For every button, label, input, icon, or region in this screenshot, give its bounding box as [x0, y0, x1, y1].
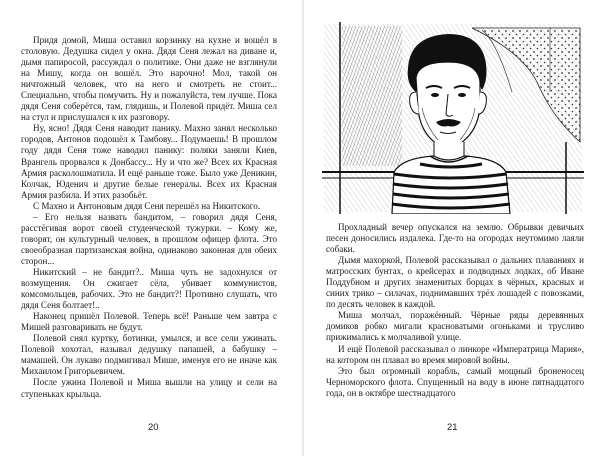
paragraph: После ужина Полевой и Миша вышли на улицу и сели на ступеньках крыльца. [21, 377, 277, 399]
portrait-illustration [322, 22, 584, 214]
paragraph: Придя домой, Миша оставил корзинку на кухне и вошёл в столовую. Дедушка сидел у окна. Дядя Сеня лежал на диване и, дымя папиросой, рассуждал о политике. Они даже не взглянули на Мишу, когда он вошёл. Это нарочно! Мол, такой он ничтожный человек, что на него и смотреть не стоит... Специально, чтобы помучить. Ну и пожалуйста, тем лучше. Пока дядя Сеня соберётся, там, глядишь, и Полевой придёт. Миша сел на стул и прислушался к их разговору. [21, 35, 277, 123]
right-page-text [326, 222, 584, 399]
paragraph: Миша молчал, поражённый. Чёрные ряды деревянных домиков робко мигали красноватыми огоньками и трусливо прижимались к молчаливой улице. [326, 310, 584, 343]
page-number: 20 [148, 422, 159, 433]
book-gutter [302, 0, 304, 456]
paragraph: Ну, ясно! Дядя Сеня наводит панику. Махно занял несколько городов, Антонов подошёл к Тамбову... Подумаешь! В прошлом году дядя Сеня тоже наводил панику: поляки заняли Киев, Врангель прорвался к Донбассу... Ну и что же? Всех их Красная Армия расколошматила. И ещё раньше тоже. Было уже Деникин, Колчак, Юденич и другие белые генералы. Всех их Красная Армия разбила. И этих разобьёт. [21, 123, 277, 200]
left-page [0, 0, 300, 456]
paragraph: И ещё Полевой рассказывал о линкоре «Императрица Мария», на котором он плавал во время мировой войны. [326, 343, 584, 365]
paragraph: Никитский – не бандит?.. Миша чуть не задохнулся от возмущения. Он сжигает сёла, убивает коммунистов, комсомольцев, рабочих. Это не бандит?! Противно слушать, что дядя Сеня болтает!.. [21, 266, 277, 311]
paragraph: – Его нельзя назвать бандитом, – говорил дядя Сеня, расстёгивая ворот своей студенческой тужурки. – Кому же, говорят, он культурный человек, в прошлом офицер флота. Это своеобразная партизанская война, одинаково законная для обеих сторон... [21, 211, 277, 266]
paragraph: Это был огромный корабль, самый мощный броненосец Черноморского флота. Спущенный на воду в июне пятнадцатого года, он в октябре шестнадцатого [326, 365, 584, 398]
right-page [306, 0, 608, 456]
paragraph: Прохладный вечер опускался на землю. Обрывки девичьих песен доносились издалека. Где-то на огородах неутомимо лаяли собаки. [326, 222, 584, 255]
paragraph: Дымя махоркой, Полевой рассказывал о дальних плаваниях и матросских бунтах, о крейсерах и подводных лодках, об Иване Поддубном и других знаменитых борцах в чёрных, красных и синих трико – силачах, поднимавших трёх лошадей с повозками, по десять человек в каждой. [326, 255, 584, 310]
left-page-text [21, 35, 277, 400]
paragraph: Полевой снял куртку, ботинки, умылся, и все сели ужинать. Полевой хохотал, называл дедушку папашей, а бабушку – мамашей. Он лукаво подмигивал Мише, именуя его не иначе как Михаилом Григорьевичем. [21, 333, 277, 377]
page-number: 21 [447, 422, 458, 433]
paragraph: Наконец пришёл Полевой. Теперь всё! Раньше чем завтра с Мишей разговаривать не будут. [21, 311, 277, 333]
paragraph: С Махно и Антоновым дядя Сеня перешёл на Никитского. [33, 200, 261, 211]
